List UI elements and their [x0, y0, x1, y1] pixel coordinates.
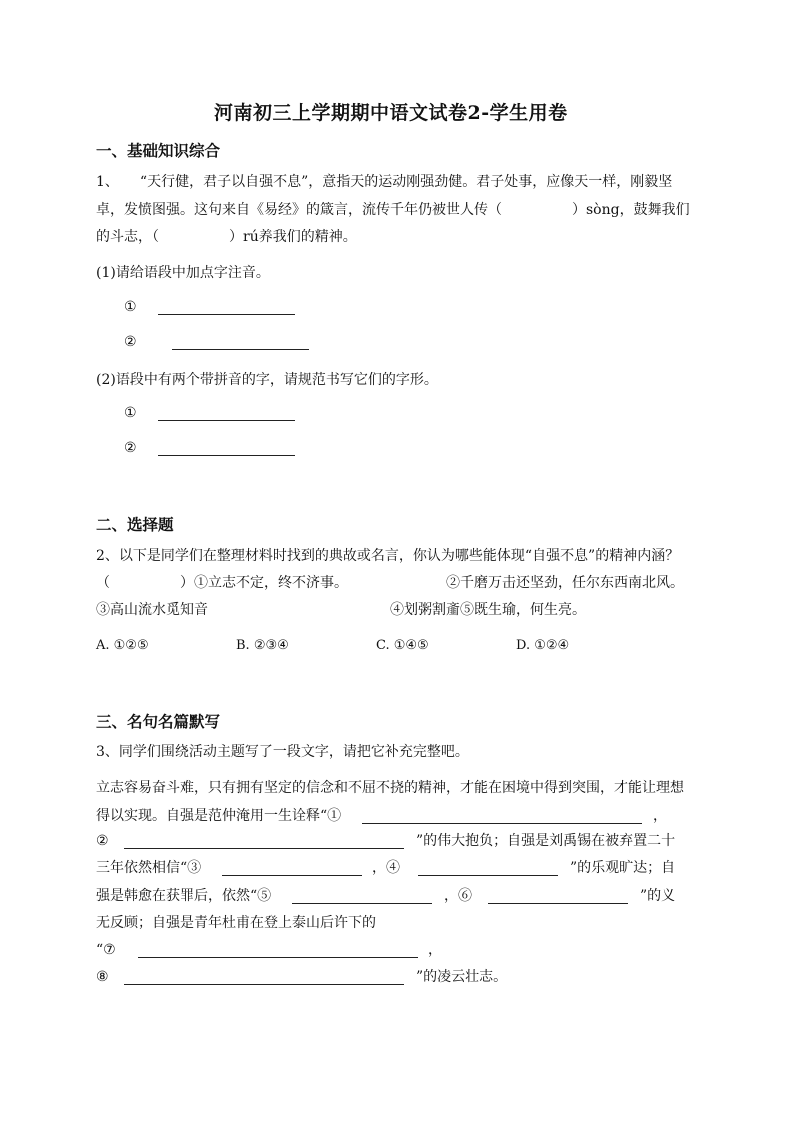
q1-sub2-answer-line-a[interactable]: [158, 420, 295, 421]
q3-paragraph-line5a: 强是韩愈在获罪后，依然“⑤: [96, 888, 272, 904]
q3-paragraph-line1: 立志容易奋斗难，只有拥有坚定的信念和不屈不挠的精神，才能在困境中得到突围，才能让理想: [96, 780, 684, 796]
blank-6-line[interactable]: [488, 903, 628, 904]
q3-paragraph-line5b: ，⑥: [444, 888, 472, 904]
q3-paragraph-line3a: ②: [96, 833, 109, 849]
q2-option-c[interactable]: C. ①④⑤: [376, 638, 429, 653]
q1-sub1-marker-b: ②: [124, 334, 137, 350]
q2-text-line1: 2、以下是同学们在整理材料时找到的典故或名言，你认为哪些能体现“自强不息”的精神内涵？: [96, 548, 680, 564]
section-3-heading: 三、名句名篇默写: [96, 712, 221, 731]
q3-paragraph-line3b: ”的伟大抱负；自强是刘禹锡在被弃置二十: [416, 833, 676, 849]
q3-paragraph-line8a: ⑧: [96, 969, 109, 985]
blank-4-line[interactable]: [418, 875, 558, 876]
blank-5-line[interactable]: [292, 903, 432, 904]
q2-text-line2a: （ ）①立志不定，终不济事。: [96, 575, 348, 591]
blank-3-line[interactable]: [222, 875, 362, 876]
q2-option-a[interactable]: A. ①②⑤: [96, 638, 149, 653]
q1-sub2-answer-line-b[interactable]: [158, 455, 295, 456]
q2-text-line3b: ④划粥割齑⑤既生瑜，何生亮。: [390, 602, 586, 618]
q2-option-b[interactable]: B. ②③④: [236, 638, 289, 653]
blank-7-line[interactable]: [138, 957, 418, 958]
q1-sub2-marker-a: ①: [124, 405, 137, 421]
page-title: 河南初三上学期期中语文试卷2-学生用卷: [214, 102, 568, 124]
q3-paragraph-line5c: ”的义: [640, 888, 676, 904]
q3-paragraph-line2b: ，: [653, 808, 667, 824]
q3-paragraph-line8b: ”的凌云壮志。: [416, 969, 508, 985]
q1-sub1-marker-a: ①: [124, 299, 137, 315]
section-1-heading: 一、基础知识综合: [96, 141, 221, 160]
q3-prompt: 3、同学们围绕活动主题写了一段文字，请把它补充完整吧。: [96, 744, 469, 760]
q2-text-line3a: ③高山流水觅知音: [96, 602, 208, 618]
blank-2-line[interactable]: [124, 848, 404, 849]
q2-text-line2b: ②千磨万击还坚劲，任尔东西南北风。: [446, 575, 684, 591]
blank-8-line[interactable]: [124, 984, 404, 985]
q3-paragraph-line2a: 得以实现。自强是范仲淹用一生诠释“①: [96, 808, 342, 824]
q3-paragraph-line4a: 三年依然相信“③: [96, 860, 202, 876]
q3-paragraph-line7a: “⑦: [96, 942, 116, 958]
q1-text-line2: 卓，发愤图强。这句来自《易经》的箴言，流传千年仍被世人传（ ）sòng，鼓舞我们: [96, 202, 690, 218]
q3-paragraph-line4c: ”的乐观旷达；自: [570, 860, 676, 876]
q1-sub1-answer-line-a[interactable]: [158, 314, 295, 315]
q1-text-line3: 的斗志，（ ）rú养我们的精神。: [96, 229, 357, 245]
q1-text-line1: 1、 “天行健，君子以自强不息”，意指天的运动刚强劲健。君子处事，应像天一样，刚毅坚: [96, 174, 673, 190]
q3-paragraph-line4b: ，④: [372, 860, 400, 876]
q1-sub2-marker-b: ②: [124, 440, 137, 456]
blank-1-line[interactable]: [362, 823, 642, 824]
q2-option-d[interactable]: D. ①②④: [516, 638, 570, 653]
q1-sub2-prompt: (2)语段中有两个带拼音的字，请规范书写它们的字形。: [96, 372, 438, 388]
q1-sub1-prompt: (1)请给语段中加点字注音。: [96, 265, 270, 281]
q3-paragraph-line7b: ，: [428, 942, 442, 958]
q1-sub1-answer-line-b[interactable]: [172, 349, 309, 350]
q3-paragraph-line6: 无反顾；自强是青年杜甫在登上泰山后许下的: [96, 915, 376, 931]
section-2-heading: 二、选择题: [96, 515, 174, 534]
